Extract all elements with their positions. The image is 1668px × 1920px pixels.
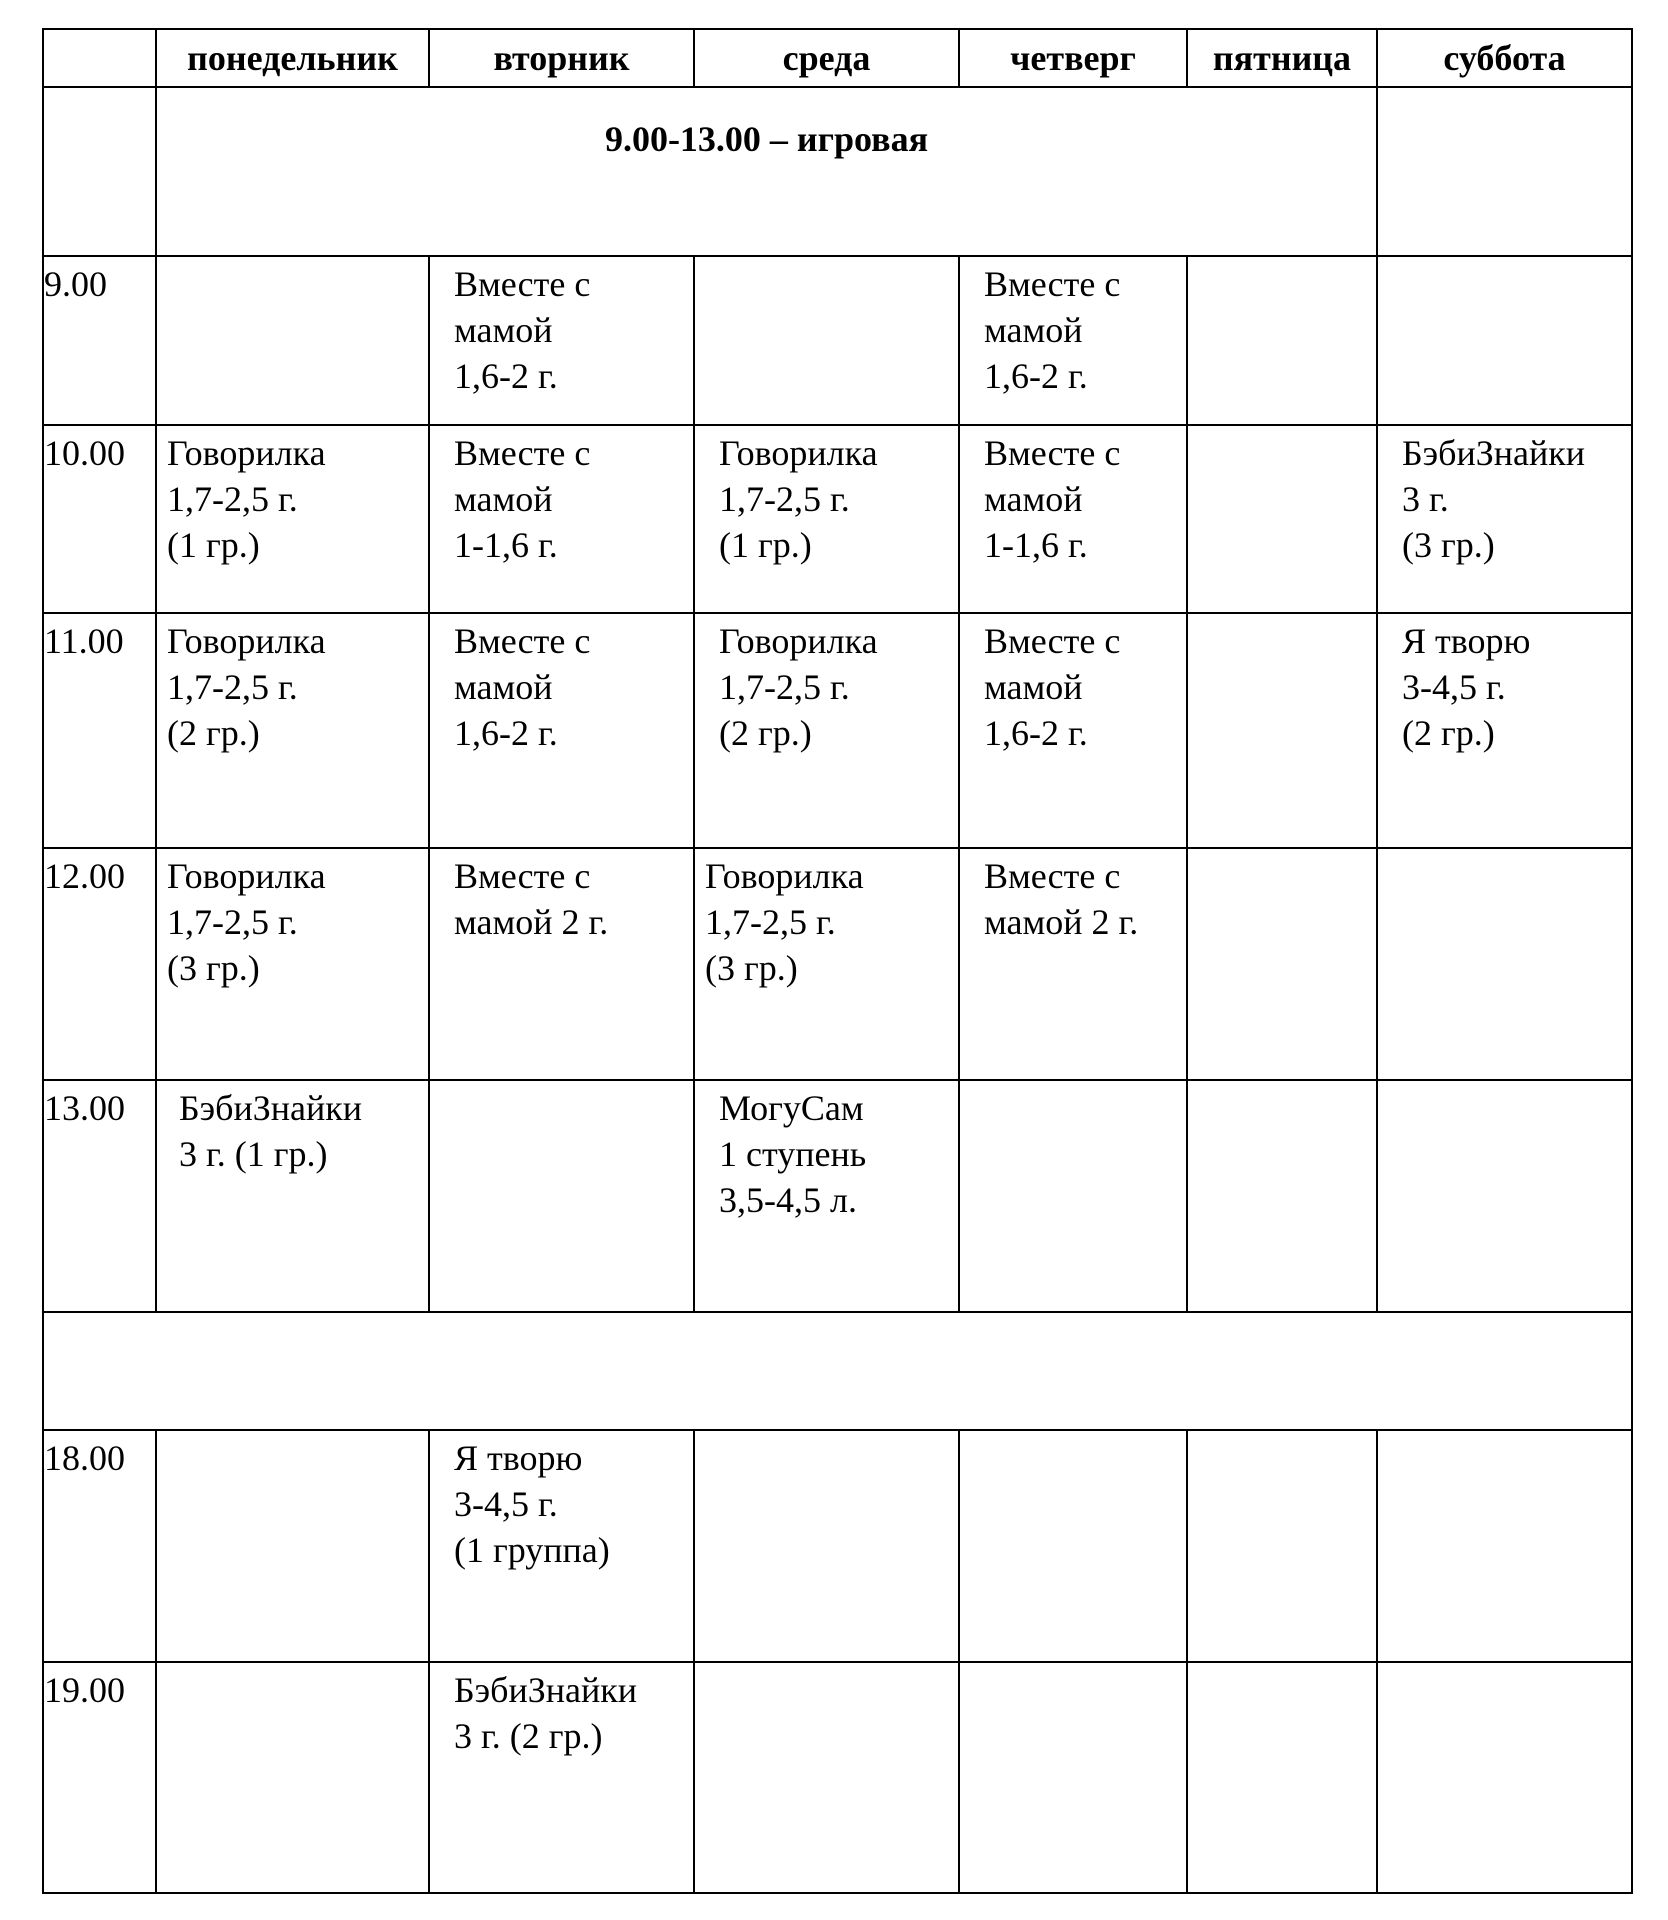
slot-thursday: Вместе с мамой 1,6-2 г. [959,256,1187,425]
slot-wednesday: Говорилка 1,7-2,5 г. (3 гр.) [694,848,959,1080]
time-cell: 19.00 [43,1662,156,1893]
slot-monday [156,256,429,425]
break-cell [43,1312,1632,1430]
slot-saturday [1377,1430,1632,1662]
banner-empty-right [1377,87,1632,256]
time-cell: 10.00 [43,425,156,613]
slot-wednesday: Говорилка 1,7-2,5 г. (1 гр.) [694,425,959,613]
slot-friday [1187,256,1377,425]
time-cell: 18.00 [43,1430,156,1662]
banner-empty-left [43,87,156,256]
slot-monday: Говорилка 1,7-2,5 г. (1 гр.) [156,425,429,613]
slot-friday [1187,425,1377,613]
table-row [43,1430,1632,1662]
banner-row [43,87,1632,256]
slot-saturday [1377,848,1632,1080]
slot-friday [1187,848,1377,1080]
slot-saturday: Я творю 3-4,5 г. (2 гр.) [1377,613,1632,848]
slot-tuesday: Вместе с мамой 1,6-2 г. [429,613,694,848]
slot-friday [1187,1430,1377,1662]
slot-thursday: Вместе с мамой 2 г. [959,848,1187,1080]
slot-friday [1187,1662,1377,1893]
slot-wednesday: МогуСам 1 ступень 3,5-4,5 л. [694,1080,959,1312]
slot-thursday [959,1662,1187,1893]
table-row [43,425,1632,613]
header-corner [43,29,156,87]
header-thursday: четверг [959,29,1187,87]
slot-thursday [959,1080,1187,1312]
time-cell: 9.00 [43,256,156,425]
slot-saturday [1377,1080,1632,1312]
slot-saturday [1377,256,1632,425]
slot-monday [156,1430,429,1662]
slot-tuesday: БэбиЗнайки 3 г. (2 гр.) [429,1662,694,1893]
break-row [43,1312,1632,1430]
slot-thursday: Вместе с мамой 1-1,6 г. [959,425,1187,613]
slot-monday: Говорилка 1,7-2,5 г. (3 гр.) [156,848,429,1080]
header-tuesday: вторник [429,29,694,87]
slot-monday [156,1662,429,1893]
table-row [43,613,1632,848]
slot-wednesday [694,256,959,425]
slot-monday: БэбиЗнайки 3 г. (1 гр.) [156,1080,429,1312]
slot-saturday [1377,1662,1632,1893]
table-row [43,848,1632,1080]
header-friday: пятница [1187,29,1377,87]
slot-wednesday: Говорилка 1,7-2,5 г. (2 гр.) [694,613,959,848]
slot-tuesday: Вместе с мамой 1,6-2 г. [429,256,694,425]
table-row [43,1662,1632,1893]
slot-friday [1187,613,1377,848]
header-wednesday: среда [694,29,959,87]
slot-wednesday [694,1430,959,1662]
header-saturday: суббота [1377,29,1632,87]
table-row [43,1080,1632,1312]
slot-monday: Говорилка 1,7-2,5 г. (2 гр.) [156,613,429,848]
schedule-table [42,28,1633,1894]
slot-friday [1187,1080,1377,1312]
table-row [43,256,1632,425]
slot-tuesday: Я творю 3-4,5 г. (1 группа) [429,1430,694,1662]
slot-tuesday [429,1080,694,1312]
slot-thursday: Вместе с мамой 1,6-2 г. [959,613,1187,848]
slot-thursday [959,1430,1187,1662]
header-monday: понедельник [156,29,429,87]
time-cell: 13.00 [43,1080,156,1312]
banner-cell [156,87,1377,256]
time-cell: 11.00 [43,613,156,848]
banner-text: 9.00-13.00 – игровая [604,119,929,159]
slot-saturday: БэбиЗнайки 3 г. (3 гр.) [1377,425,1632,613]
slot-tuesday: Вместе с мамой 1-1,6 г. [429,425,694,613]
slot-wednesday [694,1662,959,1893]
slot-tuesday: Вместе с мамой 2 г. [429,848,694,1080]
time-cell: 12.00 [43,848,156,1080]
header-row [43,29,1632,87]
